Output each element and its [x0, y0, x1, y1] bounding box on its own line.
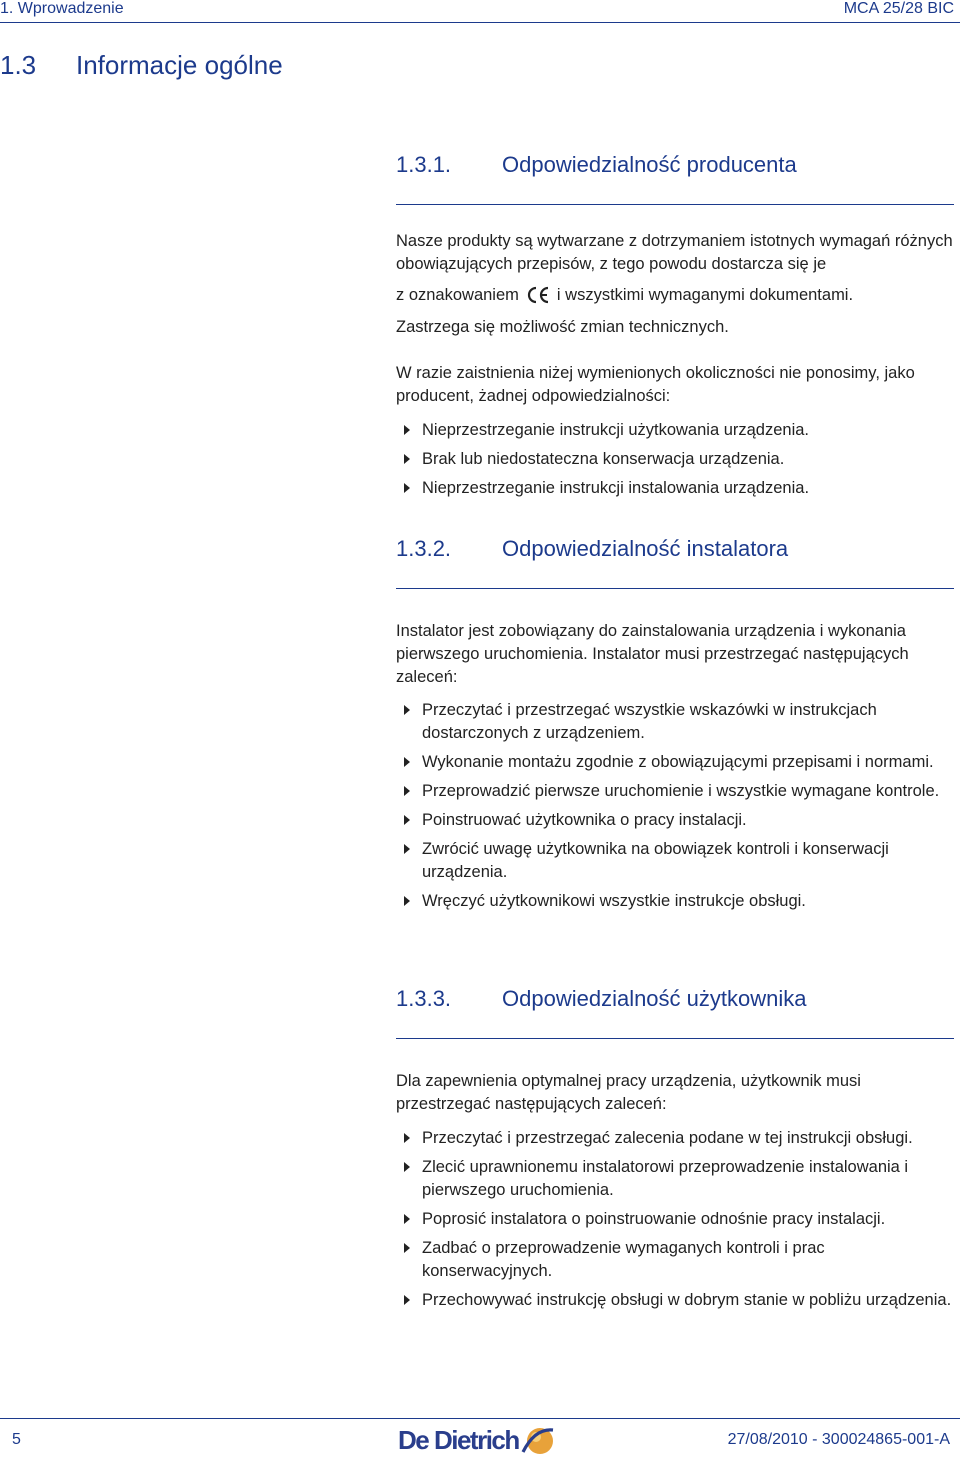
section-rule — [396, 1038, 954, 1039]
list-item: Przeczytać i przestrzegać zalecenia podane w tej instrukcji obsługi. — [396, 1127, 956, 1150]
brand-logo — [398, 1424, 555, 1456]
installer-list — [396, 699, 956, 919]
section-heading-producer — [396, 152, 797, 178]
running-header-chapter: 1. Wprowadzenie — [0, 0, 124, 17]
list-item: Zlecić uprawnionemu instalatorowi przeprowadzenie instalowania i pierwszego uruchomienia. — [396, 1156, 956, 1202]
chapter-number: 1.3 — [0, 50, 37, 80]
section-rule — [396, 588, 954, 589]
triangle-bullet-icon — [404, 786, 410, 796]
triangle-bullet-icon — [404, 1214, 410, 1224]
triangle-bullet-icon — [404, 896, 410, 906]
list-item: Przeprowadzić pierwsze uruchomienie i wszystkie wymagane kontrole. — [396, 780, 956, 803]
header-rule — [0, 22, 960, 23]
paragraph-text: z oznakowaniem — [396, 286, 519, 304]
producer-paragraph-2 — [396, 284, 954, 311]
section-rule — [396, 204, 954, 205]
section-number: 1.3.2. — [396, 536, 452, 561]
list-item: Wręczyć użytkownikowi wszystkie instrukcje obsługi. — [396, 890, 956, 913]
triangle-bullet-icon — [404, 757, 410, 767]
list-item: Zadbać o przeprowadzenie wymaganych kontroli i prac konserwacyjnych. — [396, 1237, 956, 1283]
section-title: Odpowiedzialność instalatora — [502, 536, 789, 561]
triangle-bullet-icon — [404, 425, 410, 435]
list-item: Zwrócić uwagę użytkownika na obowiązek kontroli i konserwacji urządzenia. — [396, 838, 956, 884]
paragraph-text: i wszystkimi wymaganymi dokumentami. — [556, 286, 854, 304]
section-heading-user — [396, 986, 807, 1012]
user-paragraph: Dla zapewnienia optymalnej pracy urządzenia, użytkownik musi przestrzegać następujących zaleceń: — [396, 1072, 861, 1113]
list-item: Nieprzestrzeganie instrukcji użytkowania urządzenia. — [396, 419, 956, 442]
list-item: Przechowywać instrukcję obsługi w dobrym stanie w pobliżu urządzenia. — [396, 1289, 956, 1312]
footer-rule — [0, 1418, 960, 1419]
triangle-bullet-icon — [404, 1162, 410, 1172]
triangle-bullet-icon — [404, 1243, 410, 1253]
triangle-bullet-icon — [404, 1295, 410, 1305]
list-item: Brak lub niedostateczna konserwacja urządzenia. — [396, 448, 956, 471]
running-header-model: MCA 25/28 BIC — [843, 0, 954, 17]
producer-paragraph-1: Nasze produkty są wytwarzane z dotrzymaniem istotnych wymagań różnych obowiązujących przepisów, z tego powodu dostarcza się je — [396, 232, 953, 273]
list-item: Nieprzestrzeganie instrukcji instalowania urządzenia. — [396, 477, 956, 500]
producer-paragraph-4: W razie zaistnienia niżej wymienionych okoliczności nie ponosimy, jako producent, żadnej odpowiedzialności: — [396, 364, 915, 405]
document-reference: 27/08/2010 - 300024865-001-A — [727, 1431, 950, 1448]
user-list — [396, 1127, 956, 1318]
section-number: 1.3.1. — [396, 152, 452, 177]
triangle-bullet-icon — [404, 483, 410, 493]
triangle-bullet-icon — [404, 844, 410, 854]
triangle-bullet-icon — [404, 815, 410, 825]
list-item: Poinstruować użytkownika o pracy instalacji. — [396, 809, 956, 832]
chapter-title: Informacje ogólne — [76, 50, 283, 80]
section-number: 1.3.3. — [396, 986, 452, 1011]
producer-list — [396, 419, 956, 506]
de-dietrich-logo-icon — [521, 1424, 555, 1456]
producer-paragraph-3: Zastrzega się możliwość zmian technicznych. — [396, 318, 729, 336]
triangle-bullet-icon — [404, 705, 410, 715]
list-item: Przeczytać i przestrzegać wszystkie wskazówki w instrukcjach dostarczonych z urządzeniem. — [396, 699, 956, 745]
brand-name: De Dietrich — [398, 1424, 519, 1455]
ce-mark-icon — [527, 286, 551, 311]
installer-paragraph: Instalator jest zobowiązany do zainstalowania urządzenia i wykonania pierwszego uruchomienia. Instalator musi przestrzegać następujących zaleceń: — [396, 622, 909, 686]
list-item: Wykonanie montażu zgodnie z obowiązującymi przepisami i normami. — [396, 751, 956, 774]
triangle-bullet-icon — [404, 1133, 410, 1143]
triangle-bullet-icon — [404, 454, 410, 464]
chapter-heading — [0, 50, 283, 81]
section-title: Odpowiedzialność użytkownika — [502, 986, 807, 1011]
list-item: Poprosić instalatora o poinstruowanie odnośnie pracy instalacji. — [396, 1208, 956, 1231]
page-number: 5 — [12, 1431, 21, 1448]
section-title: Odpowiedzialność producenta — [502, 152, 797, 177]
section-heading-installer — [396, 536, 788, 562]
